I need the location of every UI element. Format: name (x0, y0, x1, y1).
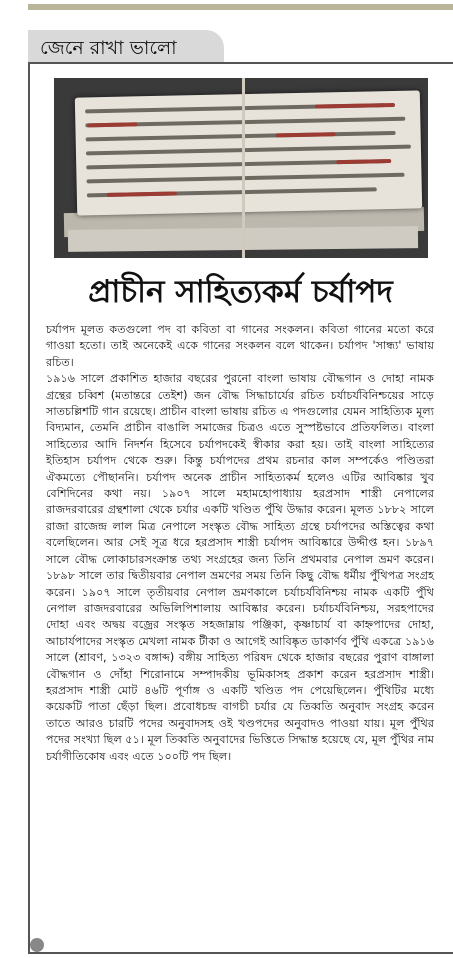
binding-string (242, 78, 245, 258)
corner-mark (30, 938, 44, 952)
top-rule (28, 4, 453, 10)
manuscript-leaf (75, 90, 422, 215)
paragraph-main: ১৯১৬ সালে প্রকাশিত হাজার বছরের পুরনো বাংলা ভাষায় বৌদ্ধগান ও দোহা নামক গ্রন্থের চব্বিশ (মতান্তরে তেইশ) জন বৌদ্ধ সিদ্ধাচার্যের রচিত চর্যাচর্যবিনিশ্চয়ের সাড়ে সাতচল্লিশটি গান রয়েছে। প্রাচীন বাংলা ভাষায় রচিত এ পদগুলোর যেমন সাহিত্যিক মূল্য বিদ্যমান, তেমনি প্রাচীন বাঙালি সমাজের চিত্রও এতে সুস্পষ্টভাবে প্রতিফলিত। বাংলা সাহিত্যের আদি নিদর্শন হিসেবে চর্যাপদকেই স্বীকার করা হয়। তাই বাংলা সাহিত্যের ইতিহাস চর্যাপদ থেকে শুরু। কিন্তু চর্যাপদের প্রথম রচনার কাল সম্পর্কেও পণ্ডিতরা ঐকমত্যে পৌছাননি। চর্যাপদ অনেক প্রাচীন সাহিত্যকর্ম হলেও এটির আবিষ্কার খুব বেশিদিনের কথা নয়। ১৯০৭ সালে মহামহোপাধ্যায় হরপ্রসাদ শাস্ত্রী নেপালের রাজদরবারের গ্রন্থশালা থেকে চর্যার একটি খণ্ডিত পুঁথি উদ্ধার করেন। মূলত ১৮৮২ সালে রাজা রাজেন্দ্র লাল মিত্র নেপালে সংস্কৃত বৌদ্ধ সাহিত্য গ্রন্থে চর্যাপদের অস্তিত্বের কথা বলেছিলেন। আর সেই সূত্র ধরে হরপ্রসাদ শাস্ত্রী চর্যাপদ আবিষ্কারে উদ্দীপ্ত হন। ১৮৯৭ সালে বৌদ্ধ লোকাচারসংক্রান্ত তথ্য সংগ্রহের জন্য তিনি প্রথমবার নেপাল ভ্রমণ করেন। ১৮৯৮ সালে তার দ্বিতীয়বার নেপাল ভ্রমণের সময় তিনি কিছু বৌদ্ধ ধর্মীয় পুঁথিপত্র সংগ্রহ করেন। ১৯০৭ সালে তৃতীয়বার নেপাল ভ্রমণকালে চর্যাচর্যবিনিশ্চয় নামক একটি পুঁথি নেপাল রাজদরবারের অভিলিপিশালায় আবিষ্কার করেন। চর্যাচর্যবিনিশ্চয়, সরহপাদের দোহা এবং অদ্বয় বজ্রের সংস্কৃত সহজাম্নায় পঞ্জিকা, কৃষ্ণাচার্য বা কাহ্নপাদের দোহা, আচার্যপাদের সংস্কৃত মেখলা নামক টীকা ও আগেই আবিষ্কৃত ডাকার্ণব পুঁথি একত্রে ১৯১৬ সালে (শ্রাবণ, ১৩২৩ বঙ্গাব্দ) বঙ্গীয় সাহিত্য পরিষদ থেকে হাজার বছরের পুরাণ বাঙ্গালা বৌদ্ধগান ও দোঁহা শিরোনামে সম্পাদকীয় ভূমিকাসহ প্রকাশ করেন হরপ্রসাদ শাস্ত্রী। হরপ্রসাদ শাস্ত্রী মোট ৪৬টি পূর্ণাঙ্গ ও একটি খণ্ডিত পদ পেয়েছিলেন। পুঁথিটির মধ্যে কয়েকটি পাতা ছেঁড়া ছিল। প্রবোধচন্দ্র বাগচী চর্যার যে তিব্বতি অনুবাদ সংগ্রহ করেন তাতে আরও চারটি পদের অনুবাদসহ ওই খণ্ডপদের অনুবাদও পাওয়া যায়। মূল পুঁথির পদের সংখ্যা ছিল ৫১। মূল তিব্বতি অনুবাদের ভিত্তিতে সিদ্ধান্ত হয়েছে যে, মূল পুঁথির নাম চর্যাগীতিকোষ এবং এতে ১০০টি পদ ছিল। (46, 372, 434, 763)
section-label: জেনে রাখা ভালো (40, 37, 177, 59)
paragraph-intro: চর্যাপদ মূলত কতগুলো পদ বা কবিতা বা গানের সংকলন। কবিতা গানের মতো করে গাওয়া হতো। তাই অনেকেই একে গানের সংকলন বলে থাকেন। চর্যাপদ 'সান্ধ্য' ভাষায় রচিত। (46, 323, 434, 369)
article-body (46, 322, 434, 765)
section-tab (28, 30, 224, 62)
manuscript-photo (54, 78, 428, 258)
headline: প্রাচীন সাহিত্যকর্ম চর্যাপদ (88, 274, 393, 310)
